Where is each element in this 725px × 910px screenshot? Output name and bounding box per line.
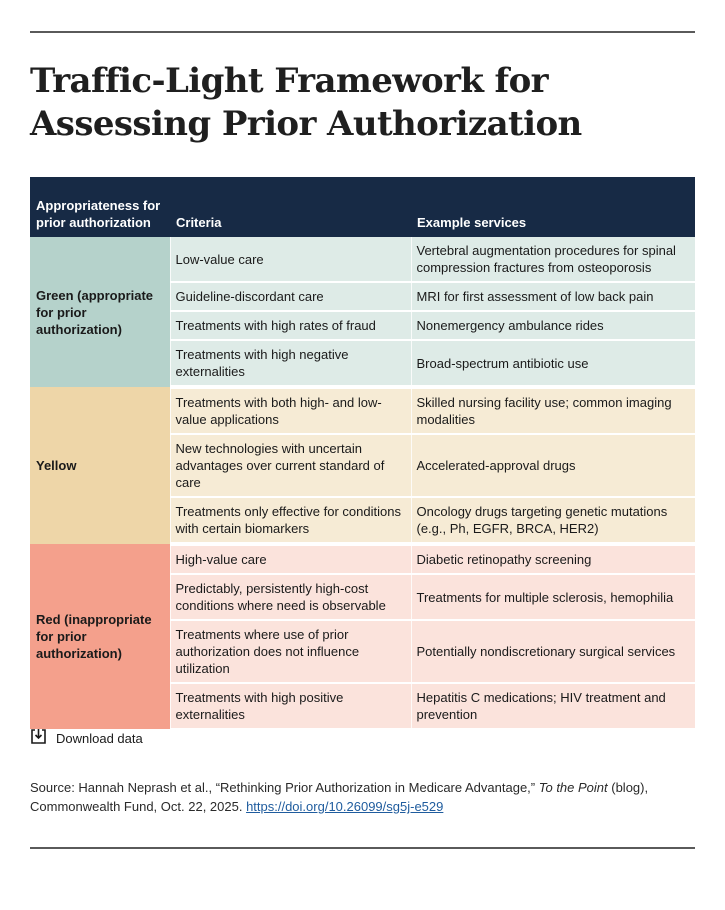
example-cell: Nonemergency ambulance rides <box>411 311 695 340</box>
example-cell: Treatments for multiple sclerosis, hemophilia <box>411 574 695 620</box>
top-rule <box>30 31 695 33</box>
download-icon <box>30 728 56 748</box>
framework-table <box>30 177 695 730</box>
criteria-cell: Treatments only effective for conditions with certain biomarkers <box>170 497 411 544</box>
category-green: Green (appropriate for prior authorization) <box>30 237 170 387</box>
example-cell: Broad-spectrum antibiotic use <box>411 340 695 387</box>
table-row <box>30 387 695 434</box>
table-row <box>30 544 695 574</box>
source-publication: To the Point <box>538 780 608 795</box>
example-cell: Skilled nursing facility use; common imaging modalities <box>411 387 695 434</box>
example-cell: Hepatitis C medications; HIV treatment and prevention <box>411 683 695 729</box>
download-data-button[interactable] <box>30 728 143 748</box>
criteria-cell: Predictably, persistently high-cost conditions where need is observable <box>170 574 411 620</box>
doi-link[interactable]: https://doi.org/10.26099/sg5j-e529 <box>246 799 444 814</box>
criteria-cell: Treatments with high negative externalities <box>170 340 411 387</box>
category-yellow: Yellow <box>30 387 170 544</box>
criteria-cell: Low-value care <box>170 237 411 282</box>
example-cell: MRI for first assessment of low back pain <box>411 282 695 311</box>
page-title: Traffic-Light Framework for Assessing Prior Authorization <box>30 61 582 144</box>
download-label: Download data <box>56 730 143 746</box>
example-cell: Vertebral augmentation procedures for spinal compression fractures from osteoporosis <box>411 237 695 282</box>
criteria-cell: Treatments where use of prior authorization does not influence utilization <box>170 620 411 683</box>
bottom-rule <box>30 847 695 849</box>
table-header-row <box>30 177 695 237</box>
example-cell: Accelerated-approval drugs <box>411 434 695 497</box>
header-appropriateness: Appropriateness for prior authorization <box>30 177 170 237</box>
table-row <box>30 237 695 282</box>
criteria-cell: New technologies with uncertain advantages over current standard of care <box>170 434 411 497</box>
source-citation <box>30 778 695 816</box>
criteria-cell: Treatments with both high- and low-value applications <box>170 387 411 434</box>
category-red: Red (inappropriate for prior authorization) <box>30 544 170 729</box>
header-example-services: Example services <box>411 177 695 237</box>
criteria-cell: Treatments with high rates of fraud <box>170 311 411 340</box>
source-prefix: Source: Hannah Neprash et al., “Rethinking Prior Authorization in Medicare Advantage,” <box>30 780 539 795</box>
example-cell: Potentially nondiscretionary surgical services <box>411 620 695 683</box>
header-criteria: Criteria <box>170 177 411 237</box>
criteria-cell: Guideline-discordant care <box>170 282 411 311</box>
example-cell: Oncology drugs targeting genetic mutations (e.g., Ph, EGFR, BRCA, HER2) <box>411 497 695 544</box>
source-suffix: (blog), Commonwealth Fund, Oct. 22, 2025. <box>30 780 649 814</box>
criteria-cell: Treatments with high positive externalities <box>170 683 411 729</box>
criteria-cell: High-value care <box>170 544 411 574</box>
example-cell: Diabetic retinopathy screening <box>411 544 695 574</box>
